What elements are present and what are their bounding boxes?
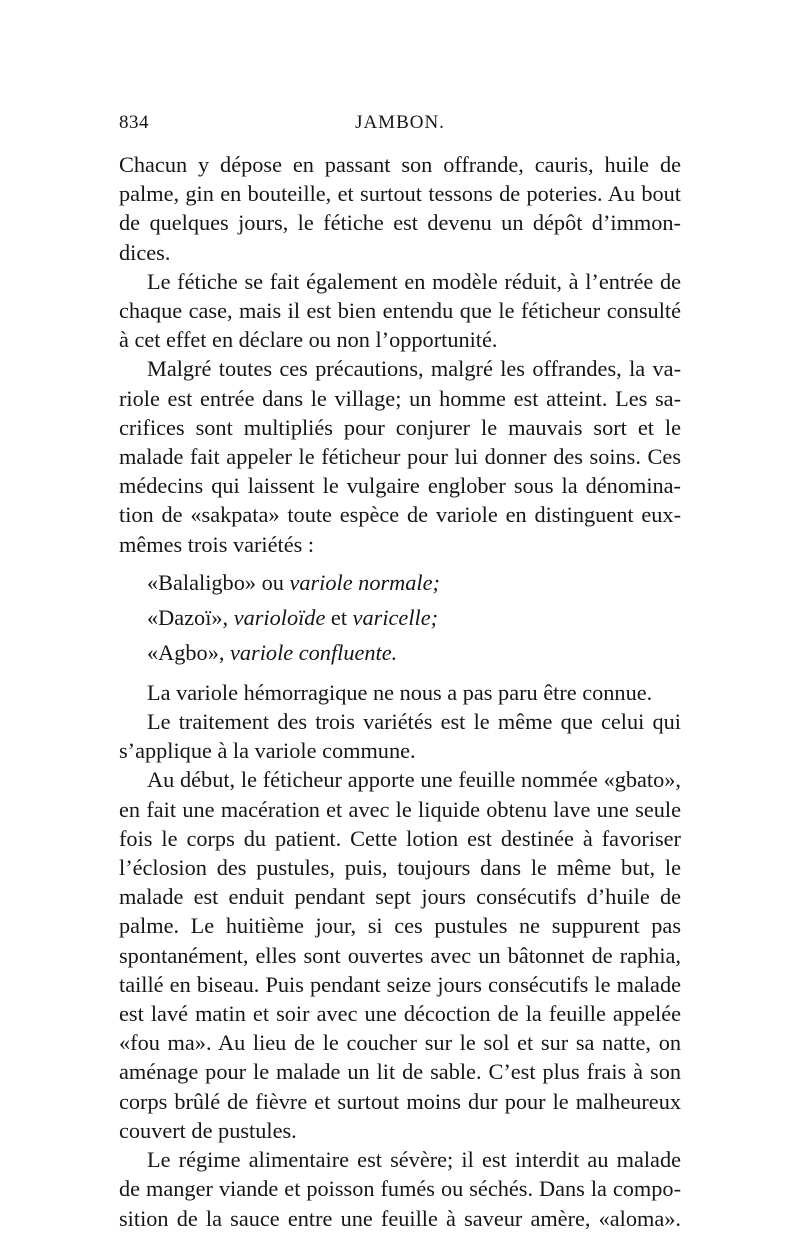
- text-line: La variole hémorragique ne nous a pas paru être connue.: [147, 679, 653, 705]
- paragraph-2: [119, 267, 681, 355]
- variety-description: varicelle;: [352, 604, 439, 630]
- text-line: tion de «sakpata» toute espèce de variole en distinguent eux-: [119, 502, 681, 528]
- text-line: aménage pour le malade un lit de sable. C’est plus frais à son: [119, 1059, 681, 1085]
- variety-description: variole normale;: [289, 569, 440, 595]
- paragraph-6: [119, 765, 681, 1145]
- variety-item: [119, 565, 681, 600]
- variety-separator: et: [325, 604, 353, 630]
- paragraph-3: [119, 354, 681, 558]
- running-head: [119, 112, 681, 142]
- text-line: Le régime alimentaire est sévère; il est interdit au malade: [147, 1147, 681, 1173]
- text-line: «fou ma». Au lieu de le coucher sur le sol et sur sa natte, on: [119, 1030, 681, 1056]
- text-line: s’applique à la variole commune.: [119, 738, 416, 764]
- text-line: Chacun y dépose en passant son offrande, cauris, huile de: [119, 152, 681, 177]
- text-line: est lavé matin et soir avec une décoction de la feuille appelée: [119, 1001, 681, 1027]
- text-line: sition de la sauce entre une feuille à saveur amère, «aloma».: [119, 1205, 681, 1231]
- text-line: Malgré toutes ces précautions, malgré les offrandes, la va-: [147, 356, 681, 382]
- variety-item: [119, 600, 681, 635]
- text-line: en fait une macération et avec le liquide obtenu lave une seule: [119, 796, 681, 822]
- text-line: riole est entrée dans le village; un homme est atteint. Les sa-: [119, 385, 681, 411]
- text-line: crifices sont multipliés pour conjurer le mauvais sort et le: [119, 414, 681, 440]
- text-line: malade est enduit pendant sept jours consécutifs d’huile de: [119, 884, 681, 910]
- text-line: palme, gin en bouteille, et surtout tessons de poteries. Au bout: [119, 181, 681, 207]
- body-text: [119, 150, 681, 1233]
- text-line: Le traitement des trois variétés est le même que celui qui: [147, 709, 681, 735]
- text-line: mêmes trois variétés :: [119, 531, 315, 557]
- variety-separator: ,: [222, 604, 234, 630]
- text-line: fois le corps du patient. Cette lotion est destinée à favoriser: [119, 825, 681, 851]
- text-line: de quelques jours, le fétiche est devenu un dépôt d’immon-: [119, 210, 681, 236]
- paragraph-7: [119, 1145, 681, 1233]
- variety-separator: ou: [256, 569, 290, 595]
- text-line: chaque case, mais il est bien entendu que le féticheur consulté: [119, 298, 681, 324]
- variety-term: «Agbo»: [147, 639, 219, 665]
- text-line: à cet effet en déclare ou non l’opportunité.: [119, 327, 498, 353]
- variety-item: [119, 635, 681, 670]
- text-line: corps brûlé de fièvre et surtout moins dur pour le malheureux: [119, 1088, 681, 1114]
- paragraph-5: [119, 707, 681, 765]
- text-line: malade fait appeler le féticheur pour lui donner des soins. Ces: [119, 444, 681, 470]
- variety-list: [119, 565, 681, 670]
- text-line: Au début, le féticheur apporte une feuille nommée «gbato»,: [147, 767, 681, 793]
- text-line: couvert de pustules.: [119, 1117, 297, 1143]
- paragraph-1: [119, 150, 681, 267]
- page-number: 834: [119, 112, 149, 133]
- text-line: de manger viande et poisson fumés ou séchés. Dans la compo-: [119, 1176, 681, 1202]
- variety-description: variole confluente.: [230, 639, 398, 665]
- text-line: l’éclosion des pustules, puis, toujours dans le même but, le: [119, 855, 681, 881]
- text-line: médecins qui laissent le vulgaire englober sous la dénomina-: [119, 473, 681, 499]
- variety-term: «Dazoï»: [147, 604, 223, 630]
- variety-term: «Balaligbo»: [147, 569, 256, 595]
- text-line: palme. Le huitième jour, si ces pustules ne suppurent pas: [119, 913, 681, 939]
- running-title: JAMBON.: [355, 112, 445, 133]
- variety-description: varioloïde: [233, 604, 326, 630]
- text-line: dices.: [119, 239, 171, 265]
- paragraph-4: [119, 678, 681, 707]
- text-line: taillé en biseau. Puis pendant seize jours consécutifs le malade: [119, 971, 681, 997]
- variety-separator: ,: [218, 639, 231, 665]
- text-line: spontanément, elles sont ouvertes avec un bâtonnet de raphia,: [119, 942, 681, 968]
- text-line: Le fétiche se fait également en modèle réduit, à l’entrée de: [147, 268, 681, 294]
